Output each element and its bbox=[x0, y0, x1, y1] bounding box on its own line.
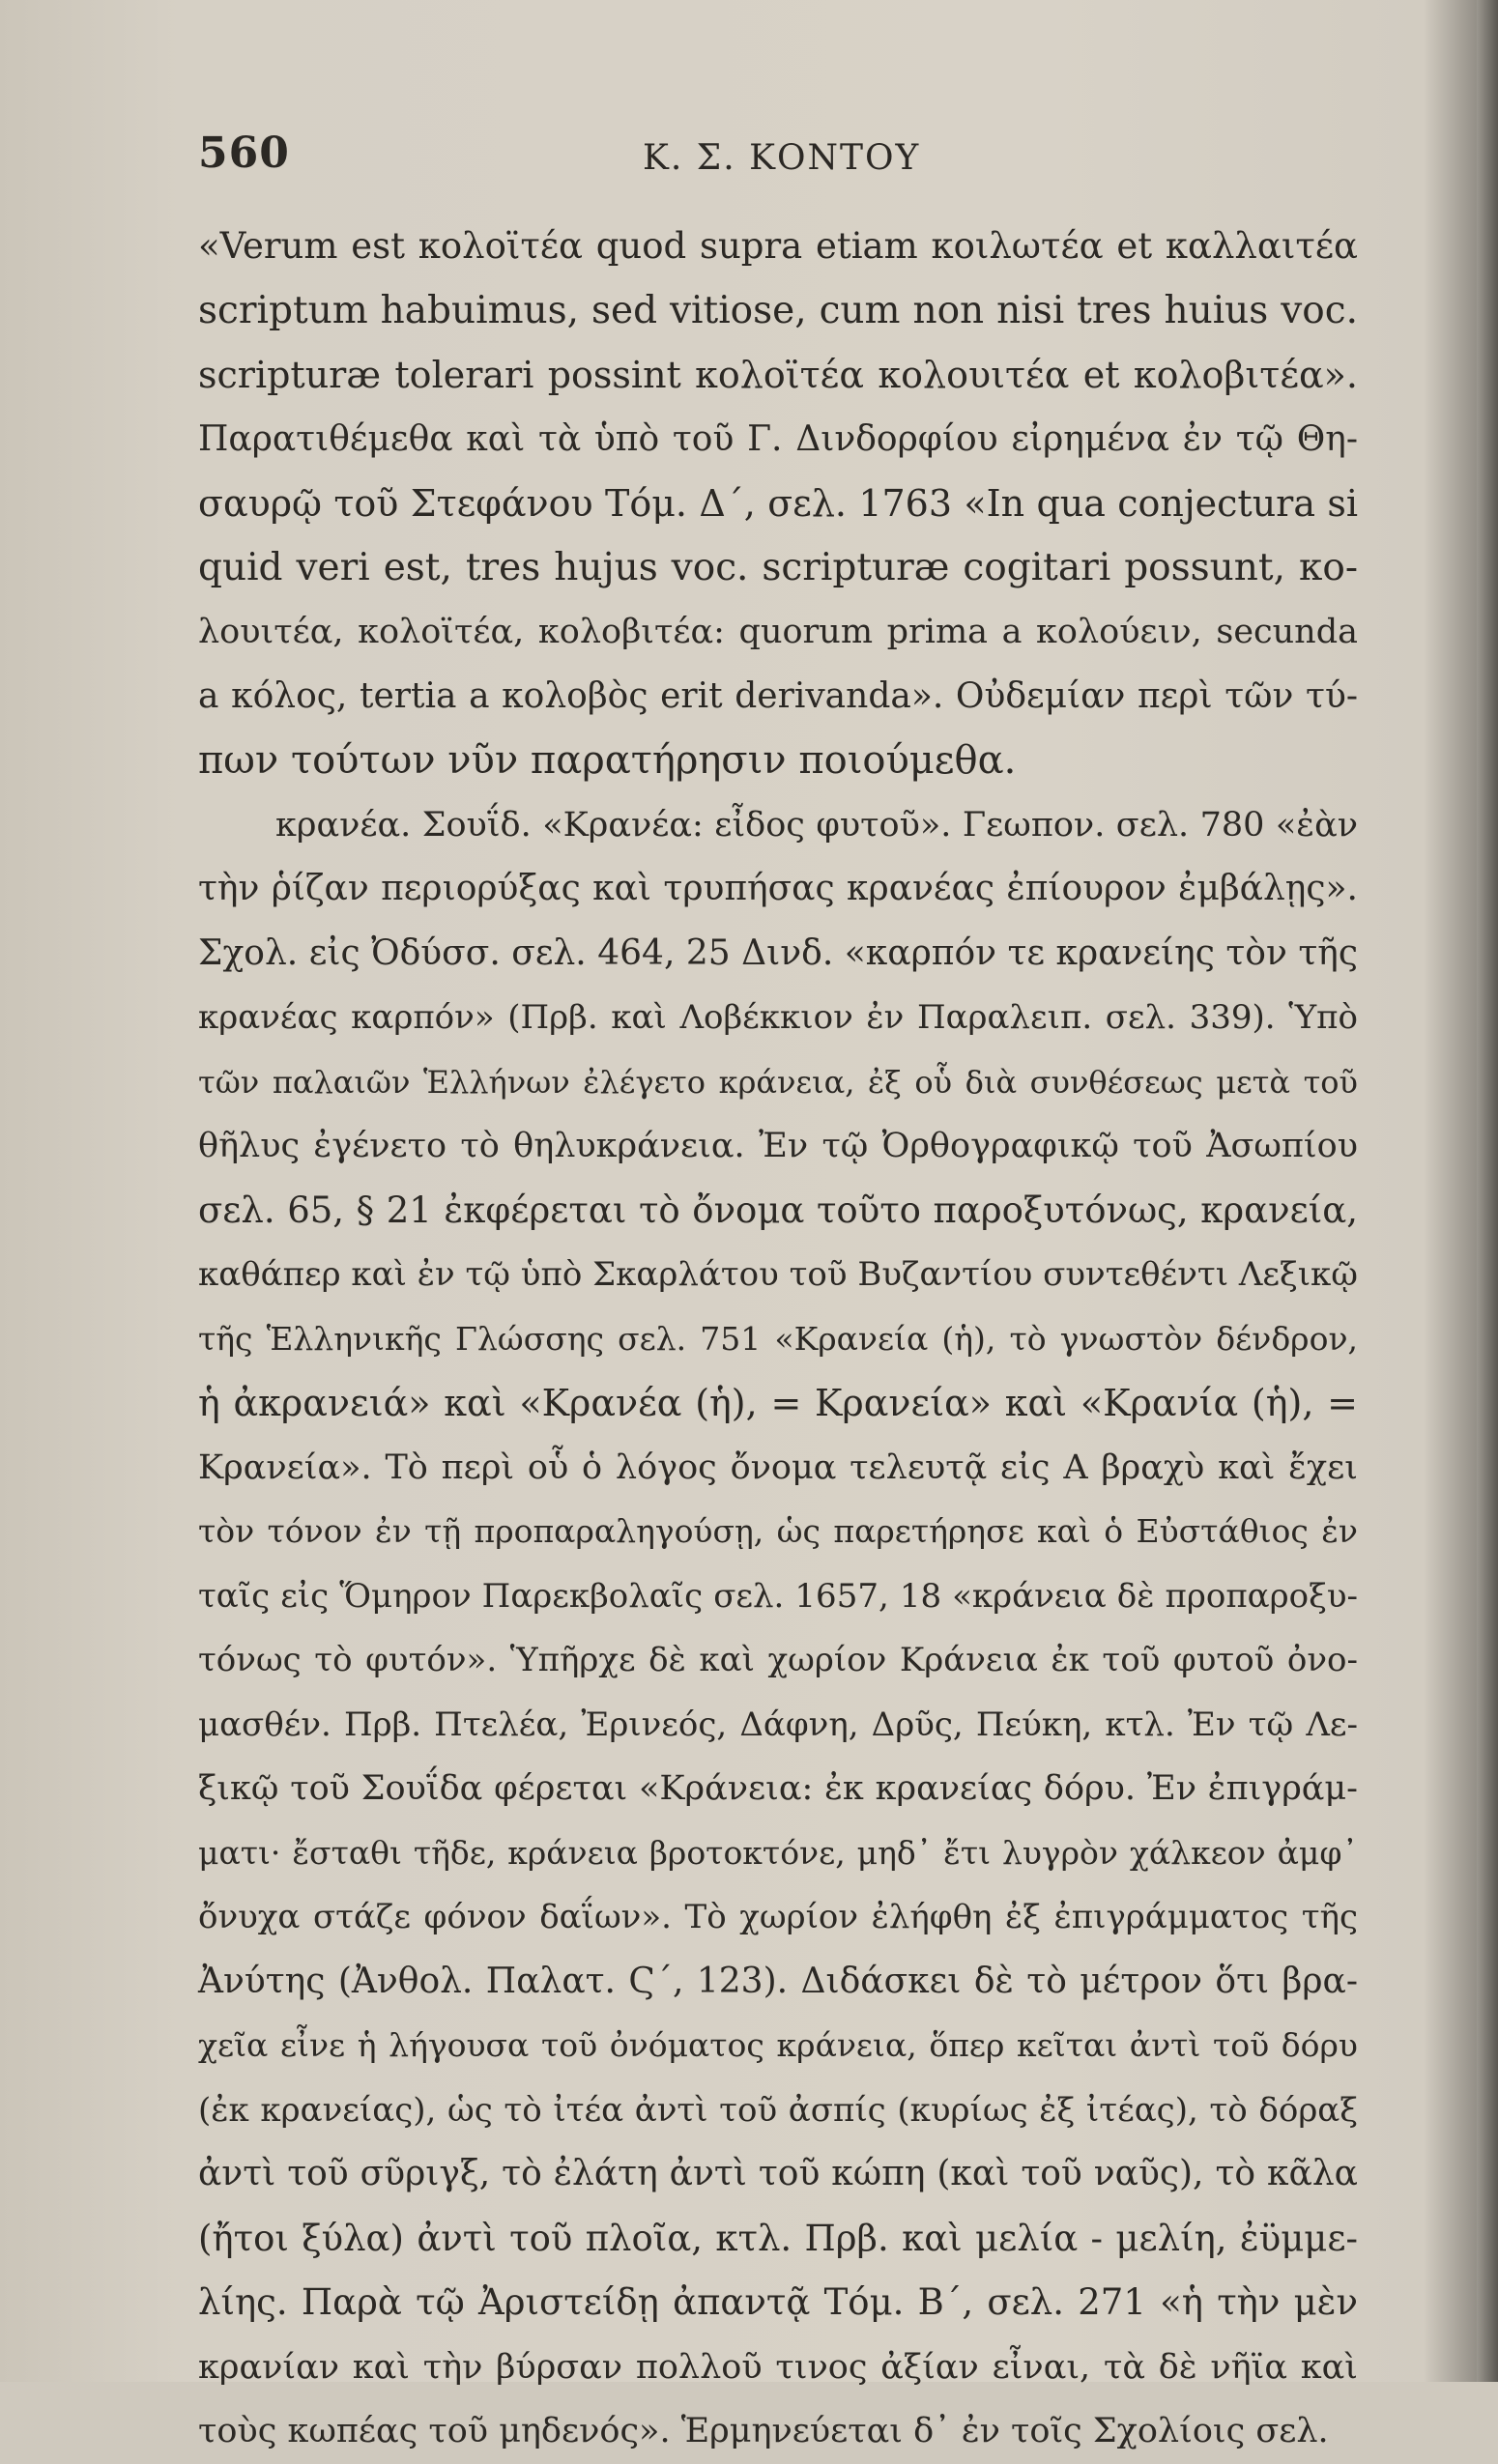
text-line: τὴν ῥίζαν περιορύξας καὶ τρυπήσας κρανέας ἐπίουρον ἐμβάλῃς». bbox=[198, 869, 1358, 908]
text-line: Κρανεία». Τὸ περὶ οὗ ὁ λόγος ὄνομα τελευτᾷ εἰς Α βραχὺ καὶ ἔχει bbox=[198, 1447, 1358, 1487]
page-body-text bbox=[198, 215, 1358, 2464]
text-line: σελ. 65, § 21 ἐκφέρεται τὸ ὄνομα τοῦτο παροξυτόνως, κρανεία, bbox=[198, 1189, 1358, 1231]
text-line: «Verum est κολοϊτέα quod supra etiam κοιλωτέα et καλλαιτέα bbox=[198, 225, 1358, 267]
text-line: τῆς Ἑλληνικῆς Γλώσσης σελ. 751 «Κρανεία (ἡ), τὸ γνωστὸν δένδρον, bbox=[198, 1319, 1358, 1358]
text-line: (ἐκ κρανείας), ὡς τὸ ἰτέα ἀντὶ τοῦ ἀσπίς (κυρίως ἐξ ἰτέας), τὸ δόραξ bbox=[198, 2090, 1358, 2130]
text-line: λουιτέα, κολοϊτέα, κολοβιτέα: quorum prima a κολούειν, secunda bbox=[198, 613, 1358, 651]
text-line: ὄνυχα στάζε φόνον δαΐων». Τὸ χωρίον ἐλήφθη ἐξ ἐπιγράμματος τῆς bbox=[198, 1898, 1358, 1936]
text-line: καθάπερ καὶ ἐν τῷ ὑπὸ Σκαρλάτου τοῦ Βυζαντίου συντεθέντι Λεξικῷ bbox=[198, 1255, 1359, 1294]
text-line: πων τούτων νῦν παρατήρησιν ποιούμεθα. bbox=[198, 738, 1017, 783]
text-line: (ἤτοι ξύλα) ἀντὶ τοῦ πλοῖα, κτλ. Πρβ. καὶ μελία - μελίη, ἐϋμμε- bbox=[198, 2217, 1358, 2259]
text-line: ἀντὶ τοῦ σῦριγξ, τὸ ἐλάτη ἀντὶ τοῦ κώπη (καὶ τοῦ ναῦς), τὸ κᾶλα bbox=[198, 2154, 1358, 2193]
text-line: ἡ ἀκρανειά» καὶ «Κρανέα (ἡ), = Κρανεία» καὶ «Κρανία (ἡ), = bbox=[198, 1382, 1358, 1424]
text-line: Σχολ. εἰς Ὀδύσσ. σελ. 464, 25 Δινδ. «καρπόν τε κρανείης τὸν τῆς bbox=[198, 932, 1358, 973]
page-header bbox=[198, 121, 1358, 179]
text-line: scriptum habuimus, sed vitiose, cum non nisi tres huius voc. bbox=[198, 288, 1358, 332]
page-number: 560 bbox=[198, 129, 290, 178]
page-edge-shadow bbox=[1477, 0, 1498, 2382]
text-line: ταῖς εἰς Ὅμηρον Παρεκβολαῖς σελ. 1657, 18 «κράνεια δὲ προπαροξυ- bbox=[198, 1576, 1358, 1616]
text-line: τὸν τόνον ἐν τῇ προπαραληγούσῃ, ὡς παρετήρησε καὶ ὁ Εὐστάθιος ἐν bbox=[198, 1512, 1358, 1550]
text-line: λίης. Παρὰ τῷ Ἀριστείδῃ ἀπαντᾷ Τόμ. Β΄, σελ. 271 «ἡ τὴν μὲν bbox=[198, 2281, 1358, 2323]
running-head: Κ. Σ. ΚΟΝΤΟΥ bbox=[643, 138, 921, 178]
text-line: σαυρῷ τοῦ Στεφάνου Τόμ. Δ΄, σελ. 1763 «In qua conjectura si bbox=[198, 482, 1358, 525]
text-line: κρανέας καρπόν» (Πρβ. καὶ Λοβέκκιον ἐν Παραλειπ. σελ. 339). Ὑπὸ bbox=[198, 998, 1358, 1037]
text-line: τόνως τὸ φυτόν». Ὑπῆρχε δὲ καὶ χωρίον Κράνεια ἐκ τοῦ φυτοῦ ὀνο- bbox=[198, 1641, 1358, 1679]
text-line: θῆλυς ἐγένετο τὸ θηλυκράνεια. Ἐν τῷ Ὀρθογραφικῷ τοῦ Ἀσωπίου bbox=[198, 1127, 1358, 1165]
text-line: τῶν παλαιῶν Ἑλλήνων ἐλέγετο κράνεια, ἐξ οὗ διὰ συνθέσεως μετὰ τοῦ bbox=[198, 1063, 1358, 1101]
text-line: κρανίαν καὶ τὴν βύρσαν πολλοῦ τινος ἀξίαν εἶναι, τὰ δὲ νῆϊα καὶ bbox=[198, 2347, 1358, 2387]
text-line: Παρατιθέμεθα καὶ τὰ ὑπὸ τοῦ Γ. Δινδορφίου εἰρημένα ἐν τῷ Θη- bbox=[198, 418, 1358, 459]
text-line: a κόλος, tertia a κολοβὸς erit derivanda». Οὐδεμίαν περὶ τῶν τύ- bbox=[198, 675, 1358, 716]
text-line: τοὺς κωπέας τοῦ μηδενός». Ἑρμηνεύεται δ᾽ ἐν τοῖς Σχολίοις σελ. bbox=[198, 2412, 1329, 2450]
text-line: quid veri est, tres hujus voc. scripturæ cogitari possunt, κο- bbox=[198, 545, 1358, 589]
text-line: Ἀνύτης (Ἀνθολ. Παλατ. Ϛ΄, 123). Διδάσκει δὲ τὸ μέτρον ὅτι βρα- bbox=[198, 1961, 1358, 2001]
text-line: χεῖα εἶνε ἡ λήγουσα τοῦ ὀνόματος κράνεια, ὅπερ κεῖται ἀντὶ τοῦ δόρυ bbox=[198, 2026, 1358, 2064]
text-line: μασθέν. Πρβ. Πτελέα, Ἐρινεός, Δάφνη, Δρῦς, Πεύκη, κτλ. Ἐν τῷ Λε- bbox=[198, 1705, 1358, 1744]
text-line: κρανέα. Σουΐδ. «Κρανέα: εἶδος φυτοῦ». Γεωπον. σελ. 780 «ἐὰν bbox=[275, 805, 1358, 845]
text-line: ματι· ἔσταθι τῆδε, κράνεια βροτοκτόνε, μηδ᾽ ἔτι λυγρὸν χάλκεον ἀμφ᾽ bbox=[198, 1833, 1358, 1872]
text-line: ξικῷ τοῦ Σουΐδα φέρεται «Κράνεια: ἐκ κρανείας δόρυ. Ἐν ἐπιγράμ- bbox=[198, 1769, 1358, 1808]
text-line: scripturæ tolerari possint κολοϊτέα κολουιτέα et κολοβιτέα». bbox=[198, 354, 1358, 396]
